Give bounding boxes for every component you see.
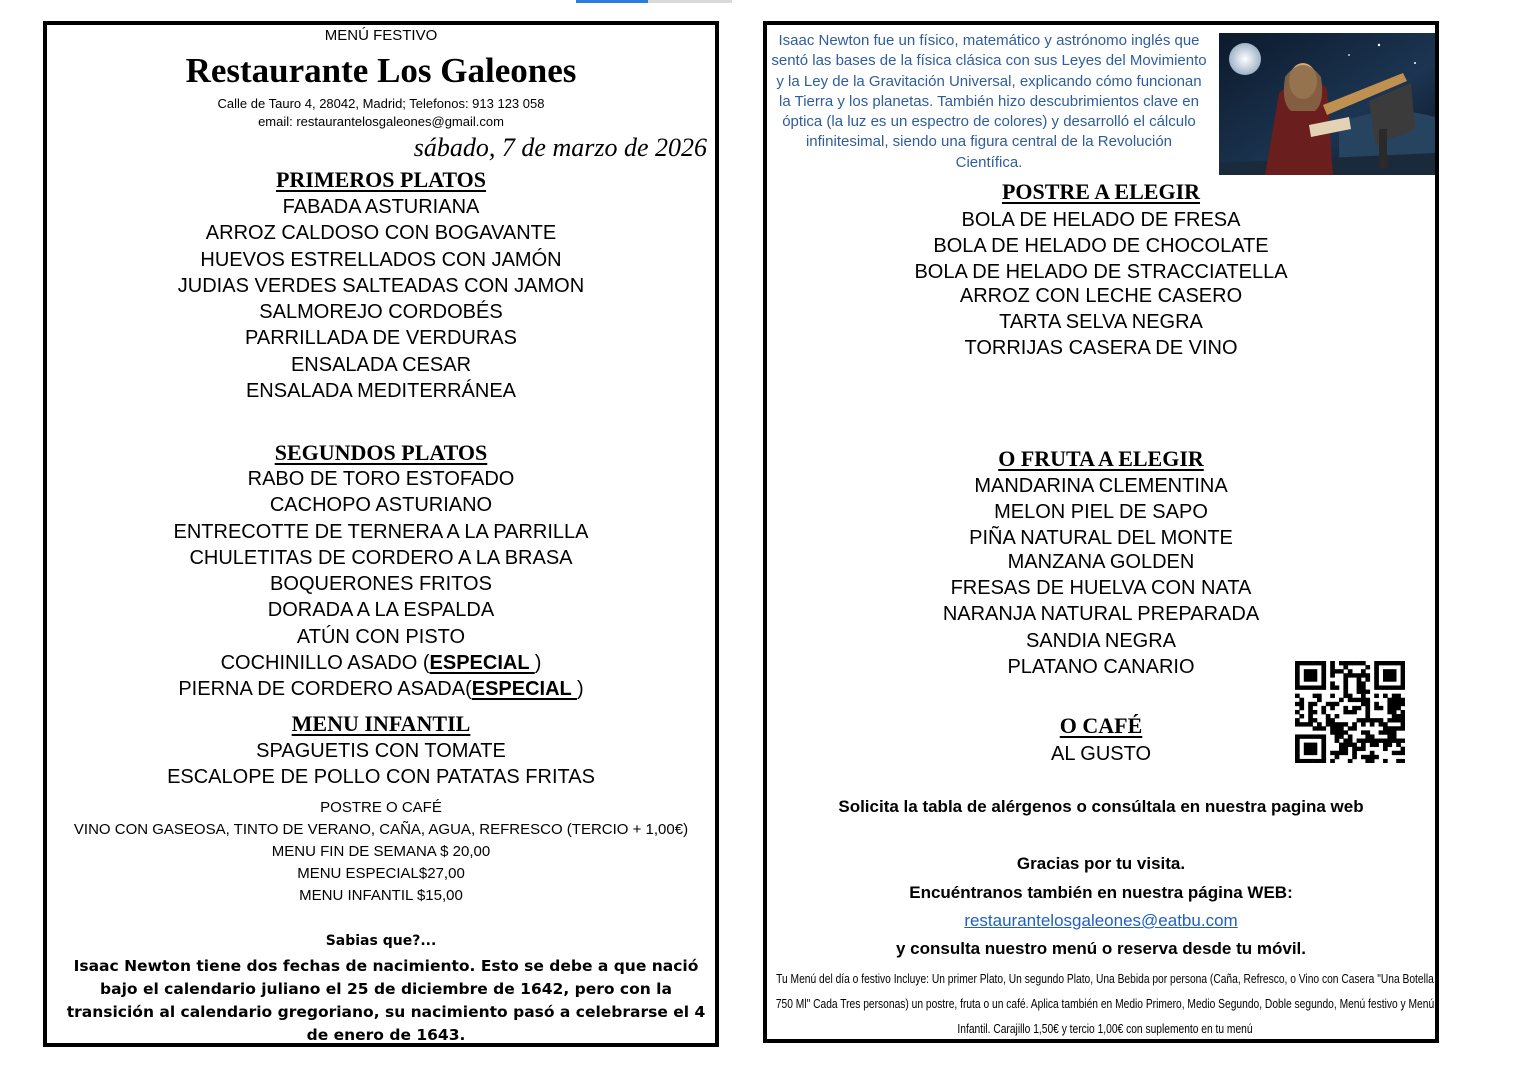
active-tab-indicator[interactable]	[576, 0, 648, 3]
price-special: MENU ESPECIAL$27,00	[297, 865, 465, 882]
postre-list	[767, 207, 1435, 361]
cafe-heading: O CAFÉ	[1059, 713, 1143, 738]
list-item: ARROZ CON LECHE CASERO	[959, 285, 1243, 307]
list-item: NARANJA NATURAL PREPARADA	[942, 603, 1260, 625]
menu-page-right	[763, 21, 1439, 1043]
postre-o-cafe: POSTRE O CAFÉ	[320, 799, 442, 816]
email-line: email: restaurantelosgaleones@gmail.com	[258, 114, 504, 129]
consulta-line: y consulta nuestro menú o reserva desde tu móvil.	[895, 939, 1306, 958]
list-item: MANZANA GOLDEN	[1007, 551, 1195, 573]
qr-code-icon[interactable]	[1295, 661, 1405, 763]
drinks-line: VINO CON GASEOSA, TINTO DE VERANO, CAÑA, AGUA, REFRESCO (TERCIO + 1,00€)	[73, 821, 689, 838]
fruta-list	[767, 473, 1435, 680]
inactive-tab-indicator[interactable]	[648, 0, 732, 3]
list-item: ATÚN CON PISTO	[296, 625, 466, 648]
sabias-body: Isaac Newton tiene dos fechas de nacimiento. Esto se debe a que nació bajo el calendario juliano el 25 de diciembre de 1642, pero con la transición al calendario gregoriano, su nacimiento pasó a celebrarse el 4 de enero de 1643.	[66, 957, 706, 1044]
list-item: DORADA A LA ESPALDA	[267, 599, 495, 622]
list-item: MANDARINA CLEMENTINA	[974, 475, 1228, 497]
list-item: BOLA DE HELADO DE STRACCIATELLA	[914, 261, 1288, 283]
postre-heading: POSTRE A ELEGIR	[1001, 179, 1201, 204]
list-item: ENSALADA CESAR	[290, 353, 472, 376]
list-item: FABADA ASTURIANA	[282, 196, 480, 218]
web-link-row	[767, 911, 1435, 931]
list-item: ARROZ CALDOSO CON BOGAVANTE	[205, 222, 557, 245]
fruta-heading: O FRUTA A ELEGIR	[998, 446, 1204, 471]
list-item: PIÑA NATURAL DEL MONTE	[969, 527, 1233, 549]
segundos-heading: SEGUNDOS PLATOS	[274, 440, 488, 465]
primeros-heading: PRIMEROS PLATOS	[275, 167, 487, 192]
list-item: RABO DE TORO ESTOFADO	[247, 468, 515, 490]
cafe-item: AL GUSTO	[1050, 743, 1152, 765]
dish-name: PIERNA DE CORDERO ASADA(	[178, 678, 472, 701]
menu-date: sábado, 7 de marzo de 2026	[413, 133, 707, 162]
list-item: PARRILLADA DE VERDURAS	[245, 327, 517, 350]
primeros-list	[47, 194, 715, 404]
list-item: ENSALADA MEDITERRÁNEA	[245, 380, 517, 403]
list-item: JUDIAS VERDES SALTEADAS CON JAMON	[177, 274, 585, 297]
paren-close: )	[576, 678, 584, 701]
list-item: ESCALOPE DE POLLO CON PATATAS FRITAS	[167, 766, 595, 789]
infantil-list	[47, 738, 715, 791]
list-item: SPAGUETIS CON TOMATE	[256, 740, 506, 762]
list-item: CHULETITAS DE CORDERO A LA BRASA	[189, 546, 573, 569]
price-kids: MENU INFANTIL $15,00	[299, 887, 463, 904]
encuentranos-line: Encuéntranos también en nuestra página WEB:	[909, 883, 1293, 902]
list-item: TORRIJAS CASERA DE VINO	[964, 337, 1238, 359]
alergenos-note: Solicita la tabla de alérgenos o consúltala en nuestra pagina web	[838, 797, 1364, 816]
list-item: MELON PIEL DE SAPO	[994, 501, 1208, 523]
newton-portrait-image	[1219, 33, 1435, 175]
sabias-title: Sabias que?...	[325, 933, 437, 949]
especial-tag: ESPECIAL	[471, 678, 577, 701]
infantil-heading: MENU INFANTIL	[291, 711, 471, 736]
fine-print: Tu Menú del día o festivo Incluye: Un primer Plato, Un segundo Plato, Una Bebida por persona (Caña, Refresco, o Vino con Casera "Una Botella 750 Ml" Cada Tres personas) un postre, fruta o un café. Aplica también en Medio Primero, Medio Segundo, Doble segundo, Menú festivo y Menú Infantil. Carajillo 1,50€ y tercio 1,00€ con suplemento en tu menú	[775, 972, 1435, 1036]
special-list-item	[47, 650, 715, 676]
address-line: Calle de Tauro 4, 28042, Madrid; Telefonos: 913 123 058	[217, 96, 545, 111]
dish-name: COCHINILLO ASADO (	[220, 652, 430, 675]
newton-description: Isaac Newton fue un físico, matemático y astrónomo inglés que sentó las bases de la física clásica con sus Leyes del Movimiento y la Ley de la Gravitación Universal, explicando cómo funcionan la Tierra y los planetas. También hizo descubrimientos clave en óptica (la luz es un espectro de colores) y desarrolló el cálculo infinitesimal, siendo una figura central de la Revolución Científica.	[771, 32, 1207, 171]
restaurant-title: Restaurante Los Galeones	[185, 51, 577, 90]
list-item: BOLA DE HELADO DE FRESA	[961, 209, 1241, 231]
list-item: PLATANO CANARIO	[1007, 656, 1195, 678]
list-item: CACHOPO ASTURIANO	[269, 494, 493, 517]
menu-page-left	[43, 21, 719, 1047]
especial-tag: ESPECIAL	[429, 652, 535, 675]
price-weekend: MENU FIN DE SEMANA $ 20,00	[271, 843, 491, 860]
list-item: ENTRECOTTE DE TERNERA A LA PARRILLA	[173, 520, 589, 543]
list-item: TARTA SELVA NEGRA	[999, 311, 1203, 333]
list-item: BOQUERONES FRITOS	[270, 573, 492, 596]
list-item: HUEVOS ESTRELLADOS CON JAMÓN	[200, 248, 562, 271]
special-list-item	[47, 676, 715, 702]
list-item: BOLA DE HELADO DE CHOCOLATE	[933, 235, 1269, 257]
list-item: SALMOREJO CORDOBÉS	[259, 301, 503, 324]
segundos-list	[47, 466, 715, 703]
web-link[interactable]: restaurantelosgaleones@eatbu.com	[964, 911, 1238, 930]
gracias-line: Gracias por tu visita.	[1016, 854, 1186, 873]
paren-close: )	[534, 652, 542, 675]
list-item: SANDIA NEGRA	[1025, 630, 1177, 652]
menu-kicker: MENÚ FESTIVO	[324, 27, 438, 44]
list-item: FRESAS DE HUELVA CON NATA	[950, 577, 1252, 599]
